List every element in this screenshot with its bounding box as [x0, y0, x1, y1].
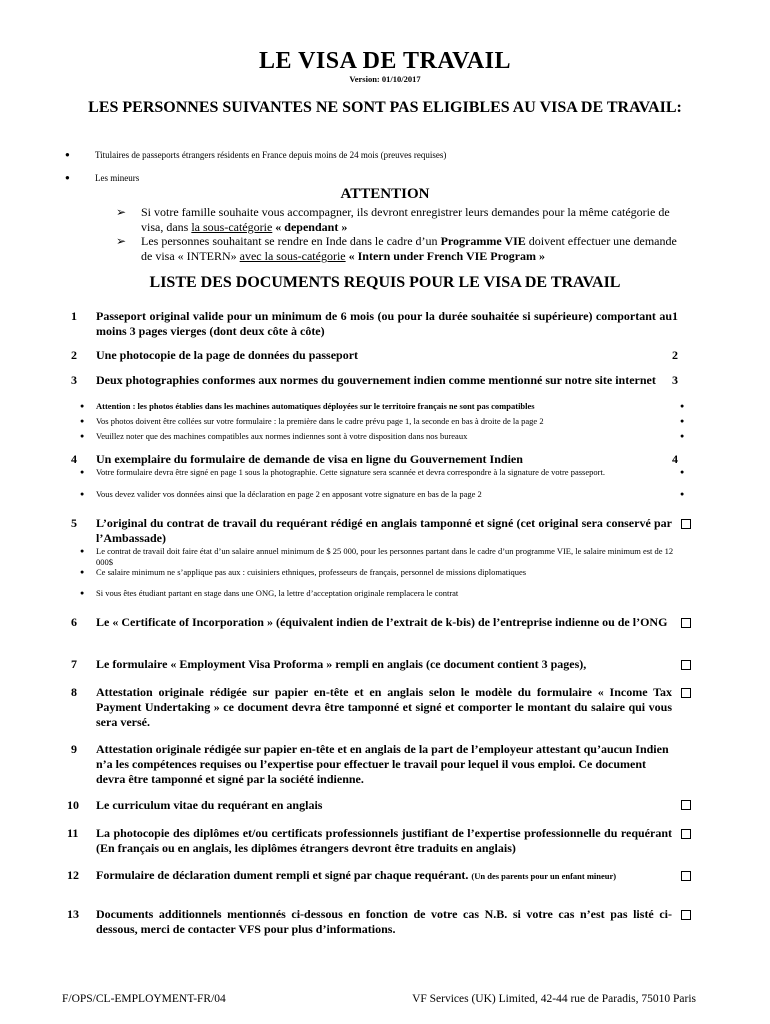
bullet-icon: ●: [80, 468, 85, 476]
item-4-note: Votre formulaire devra être signé en page 1 sous la photographie. Cette signature sera scannée et devra correspondre à la signature de votre passeport.: [96, 467, 605, 477]
item-4-text: Un exemplaire du formulaire de demande de visa en ligne du Gouvernement Indien: [96, 452, 523, 466]
attention-heading: ATTENTION: [340, 186, 430, 202]
attention-item-vie: Les personnes souhaitant se rendre en Inde dans le cadre d’un Programme VIE doivent effectuer une demande de visa « INTERN» avec la sous-catégorie « Intern under French VIE Program »: [141, 234, 677, 263]
item-3-ref: 3: [672, 373, 678, 387]
item-9-text: Attestation originale rédigée sur papier en-tête et en anglais de la part de l’employeur attestant qu’aucun Indien n’a les compétences requises ou l’expertise pour effectuer le travail pour lequel il vous emploi. Ce document devra être tamponné et signé par la société indienne.: [96, 742, 669, 786]
item-1-text: Passeport original valide pour un minimum de 6 mois (ou pour la durée souhaitée si supérieure) comportant au moins 3 pages vierges (dont deux côte à côte): [96, 309, 672, 338]
item-number: 13: [67, 907, 79, 921]
document-title: LE VISA DE TRAVAIL: [258, 48, 511, 74]
bullet-icon: ●: [80, 432, 85, 440]
item-7-text: Le formulaire « Employment Visa Proforma » rempli en anglais (ce document contient 3 pages),: [96, 657, 587, 671]
ineligible-item: Les mineurs: [95, 173, 140, 183]
item-number: 6: [71, 615, 77, 629]
item-number: 12: [67, 868, 79, 882]
item-5-note: Le contrat de travail doit faire état d’un salaire annuel minimum de $ 25 000, pour les personnes partant dans le cadre d’un programme VIE, le salaire minimum est de 12 000$: [96, 546, 674, 567]
bullet-icon: ●: [80, 568, 85, 576]
item-5-text: L’original du contrat de travail du requérant rédigé en anglais tamponné et signé (cet original sera conservé par l’Ambassade): [96, 516, 672, 545]
item-12-text: Formulaire de déclaration dument rempli et signé par chaque requérant. (Un des parents pour un enfant mineur): [96, 868, 617, 882]
item-3-note: Attention : les photos établies dans les machines automatiques déployées sur le territoire français ne sont pas compatibles: [96, 401, 535, 411]
item-number: 7: [71, 657, 77, 671]
bullet-icon: ●: [80, 417, 85, 425]
item-5-note: Ce salaire minimum ne s’applique pas aux : cuisiniers ethniques, professeurs de français, personnel de missions diplomatiques: [96, 567, 527, 577]
item-8-checkbox[interactable]: [681, 688, 691, 698]
item-number: 3: [71, 373, 77, 387]
item-11-checkbox[interactable]: [681, 829, 691, 839]
footer-reference: F/OPS/CL-EMPLOYMENT-FR/04: [62, 993, 226, 1005]
item-8-text: Attestation originale rédigée sur papier en-tête et en anglais selon le modèle du formulaire « Income Tax Payment Undertaking » ce document devra être tamponné et signé et comporter le montant du salaire qui vous sera versé.: [96, 685, 672, 729]
item-2-text: Une photocopie de la page de données du passeport: [96, 348, 359, 362]
bullet-icon: ●: [80, 402, 85, 410]
version-label: Version: 01/10/2017: [349, 74, 421, 84]
bullet-icon: ●: [65, 173, 70, 182]
bullet-icon: ●: [680, 417, 685, 425]
arrow-bullet-icon: ➢: [116, 234, 127, 248]
item-number: 1: [71, 309, 77, 323]
item-5-checkbox[interactable]: [681, 519, 691, 529]
item-7-checkbox[interactable]: [681, 660, 691, 670]
bullet-icon: ●: [80, 490, 85, 498]
documents-list-heading: LISTE DES DOCUMENTS REQUIS POUR LE VISA DE TRAVAIL: [149, 274, 621, 291]
item-13-text: Documents additionnels mentionnés ci-dessous en fonction de votre cas N.B. si votre cas n’est pas listé ci-dessous, merci de contacter VFS pour plus d’informations.: [96, 907, 672, 936]
ineligible-heading: LES PERSONNES SUIVANTES NE SONT PAS ELIGIBLES AU VISA DE TRAVAIL:: [88, 99, 682, 116]
bullet-icon: ●: [680, 468, 685, 476]
bullet-icon: ●: [80, 589, 85, 597]
item-12-checkbox[interactable]: [681, 871, 691, 881]
bullet-icon: ●: [680, 432, 685, 440]
item-1-ref: 1: [672, 309, 678, 323]
bullet-icon: ●: [680, 402, 685, 410]
item-13-checkbox[interactable]: [681, 910, 691, 920]
item-number: 11: [67, 826, 79, 840]
item-4-ref: 4: [672, 452, 678, 466]
bullet-icon: ●: [80, 547, 85, 555]
item-number: 2: [71, 348, 77, 362]
bullet-icon: ●: [65, 150, 70, 159]
footer-address: VF Services (UK) Limited, 42-44 rue de Paradis, 75010 Paris: [412, 993, 696, 1005]
item-4-note: Vous devez valider vos données ainsi que la déclaration en page 2 en apposant votre signature en bas de la page 2: [96, 489, 482, 499]
item-number: 8: [71, 685, 77, 699]
attention-item-family: Si votre famille souhaite vous accompagner, ils devront enregistrer leurs demandes pour la même catégorie de visa, dans la sous-catégorie « dependant »: [141, 205, 670, 234]
ineligible-item: Titulaires de passeports étrangers résidents en France depuis moins de 24 mois (preuves requises): [95, 150, 447, 160]
item-6-checkbox[interactable]: [681, 618, 691, 628]
item-6-text: Le « Certificate of Incorporation » (équivalent indien de l’extrait de k-bis) de l’entreprise indienne ou de l’ONG: [96, 615, 668, 629]
bullet-icon: ●: [680, 490, 685, 498]
item-number: 5: [71, 516, 77, 530]
item-2-ref: 2: [672, 348, 678, 362]
item-11-text: La photocopie des diplômes et/ou certificats professionnels justifiant de l’expertise professionnelle du requérant (En français ou en anglais, les diplômes étrangers devront être traduits en anglais): [96, 826, 672, 855]
item-3-note: Veuillez noter que des machines compatibles aux normes indiennes sont à votre disposition dans nos bureaux: [96, 431, 468, 441]
item-3-text: Deux photographies conformes aux normes du gouvernement indien comme mentionné sur notre site internet: [96, 373, 656, 387]
item-3-note: Vos photos doivent être collées sur votre formulaire : la première dans le cadre prévu page 1, la seconde en bas à droite de la page 2: [96, 416, 544, 426]
item-number: 10: [67, 798, 79, 812]
item-10-checkbox[interactable]: [681, 800, 691, 810]
item-5-note: Si vous êtes étudiant partant en stage dans une ONG, la lettre d’acceptation originale remplacera le contrat: [96, 588, 459, 598]
item-10-text: Le curriculum vitae du requérant en anglais: [96, 798, 323, 812]
arrow-bullet-icon: ➢: [116, 205, 127, 219]
item-number: 9: [71, 742, 77, 756]
item-number: 4: [71, 452, 77, 466]
